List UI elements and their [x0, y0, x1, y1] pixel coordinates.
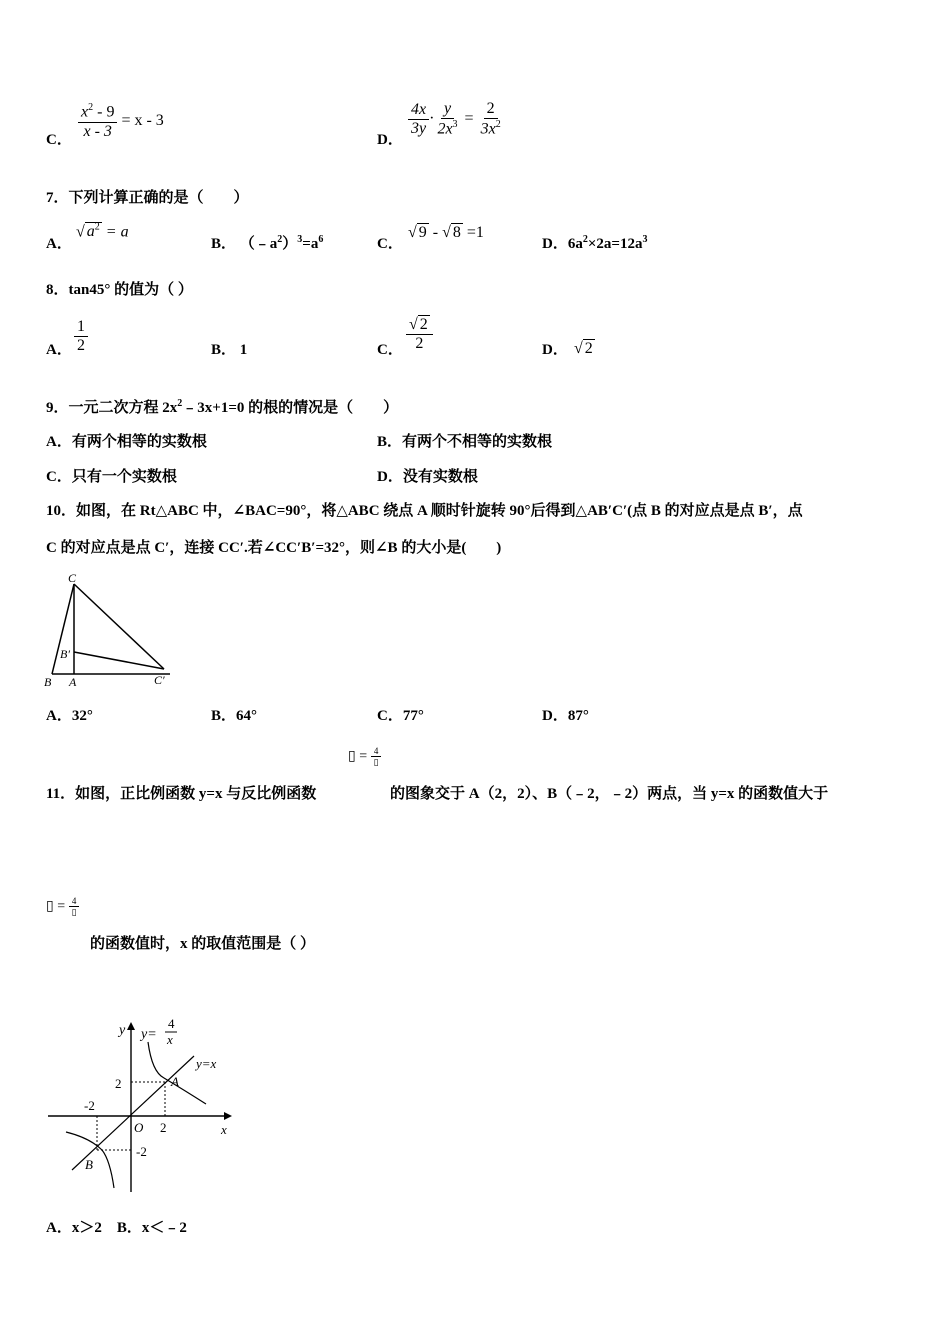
- q11-label-x-axis: x: [221, 1122, 227, 1137]
- q10-stem-line-2: C 的对应点是点 C′，连接 CC′.若∠CC′B′=32°，则∠B 的大小是( ): [46, 540, 502, 556]
- q8-option-a-fraction: $\frac{1}{2}$: [74, 318, 88, 356]
- q11-stem-part-2: 的图象交于 A（2，2）、B（﹣2，﹣2）两点，当 y=x 的函数值大于: [390, 786, 829, 802]
- q10-option-d: D．87°: [542, 708, 589, 724]
- q11-label-two-y: 2: [115, 1076, 122, 1091]
- q10-label-c-prime: C′: [154, 673, 165, 687]
- q11-function-graph: [44, 1012, 244, 1196]
- q11-label-neg2-y: -2: [136, 1144, 147, 1159]
- q7-stem: 7．下列计算正确的是（ ）: [46, 190, 249, 206]
- q6-option-c-formula: $\frac{x^2 - 9}{x - 3}$ = x - 3: [78, 102, 164, 141]
- q11-label-two-x: 2: [160, 1120, 167, 1135]
- q11-label-neg2-x: -2: [84, 1098, 95, 1113]
- q6-option-d-formula: $\frac{4x}{3y}$ · $\frac{y}{2x^3}$ = $\frac{2}{3x^2}$: [408, 100, 504, 139]
- q7-option-b: B． $(﹣a^2)^3=a^6$: [211, 234, 324, 252]
- q11-label-point-b: B: [85, 1157, 93, 1172]
- q11-label-curve-eq: y=: [141, 1027, 157, 1042]
- q11-x-axis-arrow: [224, 1112, 232, 1120]
- q11-options: A．x＞2 B．x＜﹣2: [46, 1220, 187, 1236]
- q8-option-c-label: C．: [377, 342, 403, 358]
- q8-option-d-label: D．: [542, 342, 568, 358]
- q8-option-d-formula: √ 2: [574, 340, 593, 357]
- q10-side-b-prime-c-prime: [74, 652, 164, 669]
- q8-stem: 8．tan45° 的值为（ ）: [46, 282, 193, 298]
- q6-option-d-label: D．: [377, 132, 403, 148]
- q11-label-point-a: A: [171, 1074, 179, 1089]
- q10-side-cc-prime: [74, 584, 164, 669]
- q11-label-curve-num: 4: [168, 1016, 175, 1031]
- q10-label-b-prime: B′: [60, 647, 70, 661]
- q9-option-d: D．没有实数根: [377, 469, 478, 485]
- q10-stem-line-1: 10．如图，在 Rt△ABC 中，∠BAC=90°，将△ABC 绕点 A 顺时针旋转 90°后得到△AB′C′(点 B 的对应点是点 B′，点: [46, 503, 803, 519]
- q7-option-a-label: A．: [46, 236, 72, 252]
- q10-label-c: C: [68, 571, 77, 585]
- q11-stem-part-3: 的函数值时，x 的取值范围是（ ）: [90, 936, 316, 952]
- q10-option-b: B．64°: [211, 708, 258, 724]
- q8-option-b: B． 1: [211, 342, 248, 358]
- q11-label-origin: O: [134, 1120, 144, 1135]
- q9-option-b: B．有两个不相等的实数根: [377, 434, 553, 450]
- q6-option-c-label: C．: [46, 132, 72, 148]
- q9-stem: 9．一元二次方程 $2x^2﹣3x+1=0$ 的根的情况是（ ）: [46, 398, 399, 416]
- q10-label-b: B: [44, 675, 52, 688]
- q7-option-a-formula: √ $a^2 = a$: [76, 222, 129, 241]
- q8-option-a-label: A．: [46, 342, 72, 358]
- q11-inline-formula-left: ▯ = $\frac{4}{▯}$: [46, 896, 80, 918]
- q10-triangle-figure: [40, 570, 180, 688]
- q10-label-a: A: [69, 675, 77, 688]
- q11-stem-part-1: 11．如图，正比例函数 y=x 与反比例函数: [46, 786, 317, 802]
- q11-hyperbola-branch-1: [148, 1042, 206, 1104]
- q9-option-a: A．有两个相等的实数根: [46, 434, 207, 450]
- q10-option-c: C．77°: [377, 708, 424, 724]
- q11-y-axis-arrow: [127, 1022, 135, 1030]
- q10-option-a: A．32°: [46, 708, 93, 724]
- q7-option-c-formula: √ 9 - √ 8 =1: [408, 224, 484, 241]
- q9-option-c: C．只有一个实数根: [46, 469, 177, 485]
- q11-label-y-axis: y: [119, 1023, 126, 1038]
- q11-label-line-eq: y=x: [196, 1056, 217, 1071]
- q8-option-c-fraction: $\frac{√ 2}{2}$: [406, 316, 433, 354]
- q7-option-c-label: C．: [377, 236, 403, 252]
- q11-inline-formula-top: ▯ = $\frac{4}{▯}$: [348, 746, 382, 768]
- q11-label-curve-den: x: [167, 1032, 173, 1047]
- q7-option-d: D．$6a^2\times 2a=12a^3$: [542, 234, 648, 252]
